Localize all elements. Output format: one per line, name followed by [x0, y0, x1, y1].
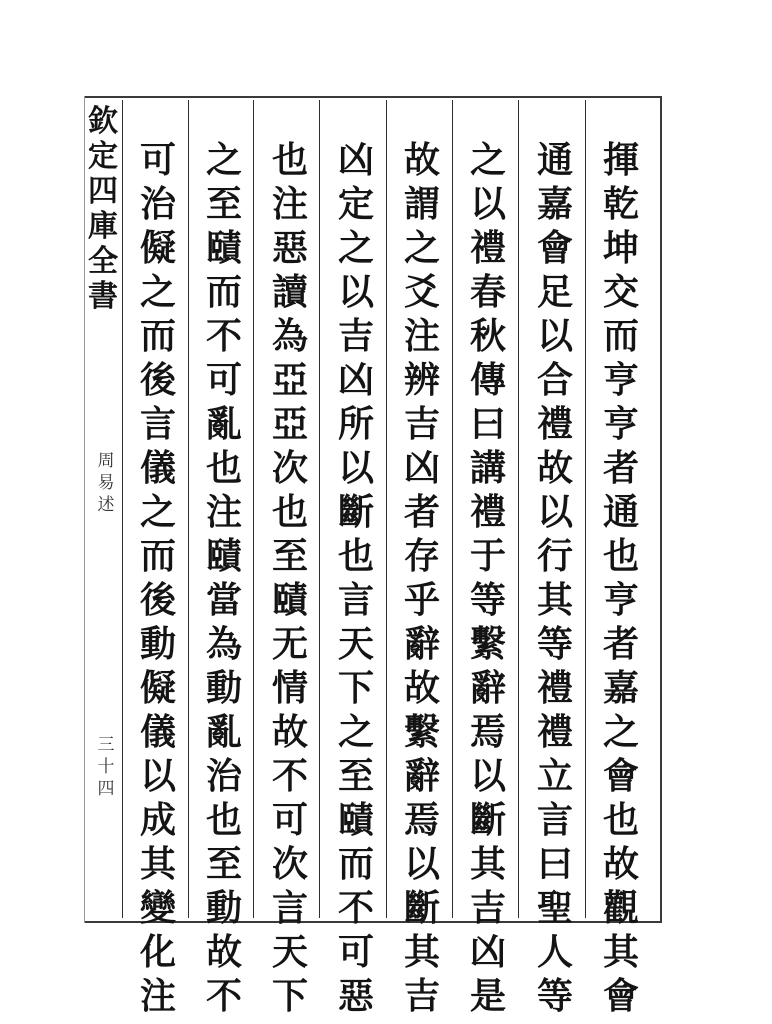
glyph: 定 [88, 139, 118, 174]
glyph: 也 [337, 535, 374, 577]
text-column-5 [326, 138, 386, 1018]
glyph: 庫 [88, 209, 118, 244]
column-rule [122, 100, 123, 918]
glyph: 亞 [271, 403, 308, 445]
glyph: 以 [337, 271, 374, 313]
column-rule [452, 100, 453, 918]
glyph: 賾 [205, 535, 242, 577]
glyph: 賾 [337, 799, 374, 841]
glyph: 曰 [469, 403, 506, 445]
glyph: 辨 [403, 359, 440, 401]
glyph: 賾 [271, 579, 308, 621]
glyph: 通 [602, 491, 639, 533]
glyph: 繫 [403, 711, 440, 753]
collection-title [86, 104, 120, 314]
glyph: 全 [88, 244, 118, 279]
glyph: 故 [205, 931, 242, 973]
glyph: 也 [205, 447, 242, 489]
glyph: 讀 [271, 271, 308, 313]
glyph: 而 [602, 315, 639, 357]
glyph: 至 [337, 755, 374, 797]
glyph: 儀 [139, 711, 176, 753]
glyph: 動 [205, 887, 242, 929]
frame-top-border [84, 96, 662, 98]
glyph: 注 [403, 315, 440, 357]
glyph: 後 [139, 359, 176, 401]
glyph: 而 [139, 315, 176, 357]
glyph: 不 [205, 315, 242, 357]
glyph: 故 [271, 711, 308, 753]
glyph: 亞 [271, 359, 308, 401]
glyph: 也 [602, 799, 639, 841]
glyph: 是 [469, 975, 506, 1017]
glyph: 化 [139, 931, 176, 973]
glyph: 四 [88, 174, 118, 209]
glyph: 嘉 [536, 183, 573, 225]
glyph: 存 [403, 535, 440, 577]
glyph: 足 [536, 271, 573, 313]
glyph: 等 [469, 579, 506, 621]
glyph: 次 [271, 447, 308, 489]
glyph: 至 [205, 183, 242, 225]
column-rule [518, 100, 519, 918]
glyph: 故 [403, 139, 440, 181]
glyph: 辭 [403, 755, 440, 797]
glyph: 斷 [337, 491, 374, 533]
glyph: 于 [469, 535, 506, 577]
glyph: 吉 [337, 315, 374, 357]
glyph: 曰 [536, 843, 573, 885]
glyph: 講 [469, 447, 506, 489]
glyph: 儀 [139, 447, 176, 489]
glyph: 周 [97, 451, 115, 471]
glyph: 通 [536, 139, 573, 181]
glyph: 斷 [469, 799, 506, 841]
glyph: 注 [205, 491, 242, 533]
frame-right-border [660, 96, 662, 923]
glyph: 禮 [536, 711, 573, 753]
glyph: 亂 [205, 403, 242, 445]
glyph: 禮 [536, 667, 573, 709]
glyph: 之 [403, 227, 440, 269]
glyph: 乎 [403, 579, 440, 621]
glyph: 无 [271, 623, 308, 665]
glyph: 而 [205, 271, 242, 313]
text-column-1 [591, 138, 651, 1018]
glyph: 嘉 [602, 667, 639, 709]
glyph: 其 [139, 843, 176, 885]
glyph: 人 [536, 931, 573, 973]
glyph: 治 [205, 755, 242, 797]
glyph: 而 [139, 535, 176, 577]
glyph: 乾 [602, 183, 639, 225]
glyph: 以 [139, 755, 176, 797]
glyph: 吉 [403, 975, 440, 1017]
glyph: 為 [271, 315, 308, 357]
glyph: 四 [97, 779, 115, 799]
glyph: 傳 [469, 359, 506, 401]
glyph: 會 [536, 227, 573, 269]
glyph: 之 [602, 711, 639, 753]
glyph: 亨 [602, 403, 639, 445]
glyph: 故 [602, 843, 639, 885]
glyph: 書 [88, 279, 118, 314]
glyph: 惡 [337, 975, 374, 1017]
glyph: 注 [139, 975, 176, 1017]
glyph: 治 [139, 183, 176, 225]
glyph: 之 [139, 271, 176, 313]
glyph: 下 [337, 667, 374, 709]
section-title [96, 450, 116, 516]
text-column-4 [392, 138, 452, 1018]
glyph: 之 [139, 491, 176, 533]
column-rule [386, 100, 387, 918]
glyph: 為 [205, 623, 242, 665]
glyph: 吉 [403, 403, 440, 445]
glyph: 不 [337, 887, 374, 929]
glyph: 者 [403, 491, 440, 533]
text-column-2 [525, 138, 585, 1018]
glyph: 可 [205, 359, 242, 401]
glyph: 注 [271, 183, 308, 225]
glyph: 凶 [403, 447, 440, 489]
glyph: 揮 [602, 139, 639, 181]
glyph: 後 [139, 579, 176, 621]
glyph: 定 [337, 183, 374, 225]
glyph: 者 [602, 447, 639, 489]
glyph: 立 [536, 755, 573, 797]
glyph: 坤 [602, 227, 639, 269]
glyph: 動 [205, 667, 242, 709]
glyph: 故 [403, 667, 440, 709]
glyph: 言 [271, 887, 308, 929]
glyph: 言 [139, 403, 176, 445]
column-rule [585, 100, 586, 918]
glyph: 也 [602, 535, 639, 577]
glyph: 等 [536, 623, 573, 665]
glyph: 繫 [469, 623, 506, 665]
glyph: 亨 [602, 359, 639, 401]
text-column-8 [128, 138, 188, 1018]
glyph: 春 [469, 271, 506, 313]
glyph: 欽 [88, 104, 118, 139]
glyph: 述 [97, 495, 115, 515]
glyph: 情 [271, 667, 308, 709]
frame-left-border [84, 96, 85, 923]
glyph: 可 [139, 139, 176, 181]
glyph: 爻 [403, 271, 440, 313]
column-rule [188, 100, 189, 918]
glyph: 會 [602, 755, 639, 797]
glyph: 以 [337, 447, 374, 489]
glyph: 次 [271, 843, 308, 885]
glyph: 以 [536, 315, 573, 357]
glyph: 儗 [139, 227, 176, 269]
glyph: 不 [271, 755, 308, 797]
glyph: 以 [536, 491, 573, 533]
glyph: 其 [403, 931, 440, 973]
glyph: 以 [403, 843, 440, 885]
glyph: 動 [139, 623, 176, 665]
glyph: 辭 [469, 667, 506, 709]
glyph: 禮 [536, 403, 573, 445]
glyph: 亨 [602, 579, 639, 621]
glyph: 天 [271, 931, 308, 973]
glyph: 可 [271, 799, 308, 841]
glyph: 至 [271, 535, 308, 577]
glyph: 所 [337, 403, 374, 445]
glyph: 凶 [337, 359, 374, 401]
glyph: 言 [337, 579, 374, 621]
glyph: 行 [536, 535, 573, 577]
glyph: 吉 [469, 887, 506, 929]
glyph: 辭 [403, 623, 440, 665]
glyph: 也 [271, 491, 308, 533]
glyph: 故 [536, 447, 573, 489]
glyph: 易 [97, 473, 115, 493]
glyph: 也 [271, 139, 308, 181]
glyph: 以 [469, 183, 506, 225]
glyph: 凶 [337, 139, 374, 181]
glyph: 當 [205, 579, 242, 621]
glyph: 三 [97, 735, 115, 755]
text-column-6 [260, 138, 320, 1018]
glyph: 下 [271, 975, 308, 1017]
glyph: 言 [536, 799, 573, 841]
glyph: 亂 [205, 711, 242, 753]
glyph: 焉 [403, 799, 440, 841]
glyph: 天 [337, 623, 374, 665]
glyph: 禮 [469, 491, 506, 533]
glyph: 變 [139, 887, 176, 929]
glyph: 之 [469, 139, 506, 181]
glyph: 凶 [469, 931, 506, 973]
glyph: 賾 [205, 227, 242, 269]
glyph: 之 [205, 139, 242, 181]
glyph: 十 [97, 757, 115, 777]
glyph: 儗 [139, 667, 176, 709]
text-column-3 [458, 138, 518, 1018]
glyph: 成 [139, 799, 176, 841]
glyph: 觀 [602, 887, 639, 929]
glyph: 惡 [271, 227, 308, 269]
page-number [96, 734, 116, 800]
glyph: 以 [469, 755, 506, 797]
glyph: 焉 [469, 711, 506, 753]
text-column-7 [194, 138, 254, 1018]
glyph: 之 [337, 227, 374, 269]
glyph: 不 [205, 975, 242, 1017]
glyph: 其 [536, 579, 573, 621]
glyph: 也 [205, 799, 242, 841]
glyph: 秋 [469, 315, 506, 357]
glyph: 等 [536, 975, 573, 1017]
glyph: 會 [602, 975, 639, 1017]
glyph: 至 [205, 843, 242, 885]
glyph: 禮 [469, 227, 506, 269]
glyph: 合 [536, 359, 573, 401]
glyph: 交 [602, 271, 639, 313]
glyph: 謂 [403, 183, 440, 225]
glyph: 之 [337, 711, 374, 753]
glyph: 斷 [403, 887, 440, 929]
glyph: 其 [469, 843, 506, 885]
glyph: 可 [337, 931, 374, 973]
glyph: 而 [337, 843, 374, 885]
glyph: 聖 [536, 887, 573, 929]
glyph: 者 [602, 623, 639, 665]
glyph: 其 [602, 931, 639, 973]
